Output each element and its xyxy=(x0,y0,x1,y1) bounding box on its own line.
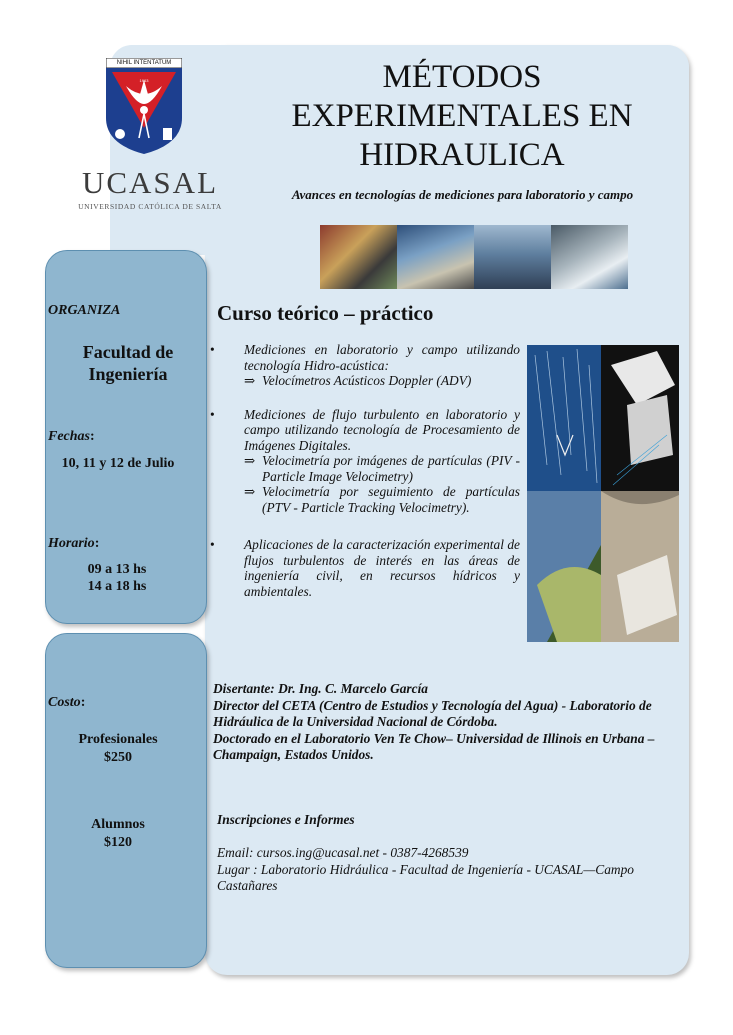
profesionales-price: $250 xyxy=(104,750,132,765)
logo-subtitle: UNIVERSIDAD CATÓLICA DE SALTA xyxy=(78,202,222,211)
list-item xyxy=(210,537,520,599)
speaker-position: Director del CETA (Centro de Estudios y Tecnología del Agua) - Laboratorio de Hidráulica de la Universidad Nacional de Córdoba. xyxy=(213,697,652,729)
sub-item-text: Velocimetría por imágenes de partículas (PIV - Particle Image Velocimetry) xyxy=(262,453,520,484)
list-item xyxy=(210,407,520,516)
sub-item xyxy=(244,453,520,484)
ucasal-shield-logo xyxy=(106,58,182,154)
bullet-icon: • xyxy=(210,342,215,357)
title-line: EXPERIMENTALES EN xyxy=(291,98,633,134)
course-title: Curso teórico – práctico xyxy=(217,301,434,325)
equipment-photo-strip xyxy=(320,225,628,289)
speaker-info xyxy=(213,681,663,764)
flow-visualization-collage xyxy=(527,345,679,642)
sub-item-text: Velocimetría por seguimiento de partículas (PTV - Particle Tracking Velocimetry). xyxy=(262,484,520,515)
title-line: MÉTODOS xyxy=(382,59,542,95)
fechas-label: Fechas: xyxy=(48,429,95,444)
sub-item-text: Velocímetros Acústicos Doppler (ADV) xyxy=(262,373,472,388)
photo-probe xyxy=(551,225,628,289)
organiza-value: Facultad de Ingeniería xyxy=(82,342,174,384)
horario-label: Horario: xyxy=(48,536,100,551)
photo-instrument-1 xyxy=(320,225,397,289)
course-topics-list xyxy=(210,342,520,615)
horario-line: 14 a 18 hs xyxy=(87,579,147,594)
topic-text: Mediciones en laboratorio y campo utilizando tecnología Hidro-acústica: xyxy=(244,342,520,373)
logo-motto: NIHIL INTENTATUM xyxy=(116,60,172,66)
horario-value xyxy=(37,561,197,595)
alumnos-price: $120 xyxy=(104,835,132,850)
contact-location: Lugar : Laboratorio Hidráulica - Facultad de Ingeniería - UCASAL—Campo Castañares xyxy=(217,861,634,893)
speaker-education: Doctorado en el Laboratorio Ven Te Chow– Universidad de Illinois en Urbana – Champaign, Estados Unidos. xyxy=(213,730,655,762)
bullet-icon: • xyxy=(210,406,215,422)
profesionales-cost xyxy=(38,731,198,767)
alumnos-label: Alumnos xyxy=(91,817,145,832)
bullet-icon: • xyxy=(210,537,215,552)
page-title xyxy=(262,58,662,175)
organiza-label: ORGANIZA xyxy=(48,303,121,318)
speaker-name: Disertante: Dr. Ing. C. Marcelo García xyxy=(213,681,429,696)
topic-text: Aplicaciones de la caracterización experimental de flujos turbulentos de interés en las áreas de ingeniería civil, en recursos hídricos y ambientales. xyxy=(244,537,520,599)
arrow-right-icon: ⇒ xyxy=(244,453,256,468)
list-item xyxy=(210,342,520,389)
sidebar-panel-bottom xyxy=(45,633,207,968)
inscripciones-title: Inscripciones e Informes xyxy=(217,812,355,827)
contact-info xyxy=(217,845,677,895)
photo-boat xyxy=(474,225,551,289)
profesionales-label: Profesionales xyxy=(78,732,158,747)
arrow-right-icon: ⇒ xyxy=(244,373,256,388)
alumnos-cost xyxy=(38,816,198,852)
sub-item xyxy=(244,373,520,389)
costo-label: Costo: xyxy=(48,695,86,710)
horario-line: 09 a 13 hs xyxy=(87,562,147,577)
logo-wordmark: UCASAL xyxy=(81,165,218,200)
sub-item xyxy=(244,484,520,515)
topic-text: Mediciones de flujo turbulento en laboratorio y campo utilizando tecnología de Procesamiento de Imágenes Digitales. xyxy=(244,406,520,453)
logo-year: 1963 xyxy=(139,78,149,83)
header-panel-diagonal xyxy=(110,215,205,255)
fechas-value: 10, 11 y 12 de Julio xyxy=(61,456,175,471)
photo-instrument-2 xyxy=(397,225,474,289)
title-line: HIDRAULICA xyxy=(359,137,565,173)
arrow-right-icon: ⇒ xyxy=(244,484,256,499)
contact-email: Email: cursos.ing@ucasal.net - 0387-4268539 xyxy=(217,845,469,860)
page-subtitle: Avances en tecnologías de mediciones para laboratorio y campo xyxy=(291,187,634,202)
